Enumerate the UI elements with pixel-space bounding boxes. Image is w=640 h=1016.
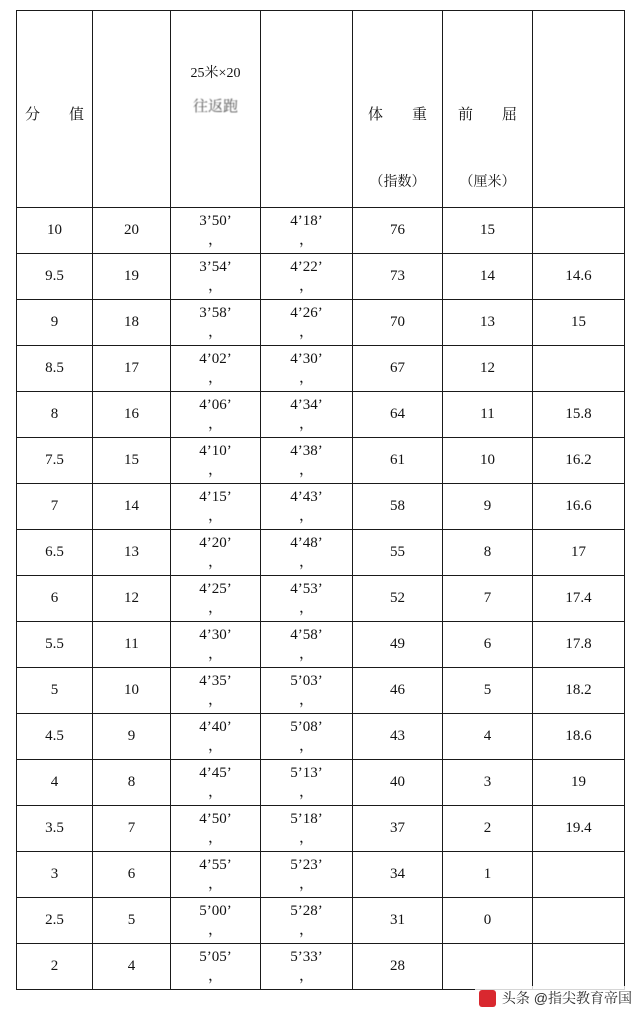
cell-bend: 14 xyxy=(443,254,533,300)
cell-weight: 73 xyxy=(353,254,443,300)
cell-run2-time-line1: 4’43’ xyxy=(290,488,323,505)
table-body xyxy=(17,208,625,990)
table-row xyxy=(17,484,625,530)
cell-run2-time-line1: 5’28’ xyxy=(290,902,323,919)
cell-run2-time xyxy=(261,898,353,944)
cell-run2-time-line1: 5’13’ xyxy=(290,764,323,781)
cell-run2-time-line1: 4’18’ xyxy=(290,212,323,229)
cell-run2-time xyxy=(261,760,353,806)
cell-score: 9 xyxy=(17,300,93,346)
cell-run2-time-line1: 4’22’ xyxy=(290,258,323,275)
cell-score: 2.5 xyxy=(17,898,93,944)
cell-bend: 3 xyxy=(443,760,533,806)
cell-extra xyxy=(533,346,625,392)
cell-score: 5 xyxy=(17,668,93,714)
cell-points: 18 xyxy=(93,300,171,346)
cell-shuttle-time xyxy=(171,346,261,392)
cell-extra: 15.8 xyxy=(533,392,625,438)
table-row xyxy=(17,530,625,576)
cell-shuttle-time-line1: 4’10’ xyxy=(199,442,232,459)
cell-shuttle-time-line1: 4’06’ xyxy=(199,396,232,413)
cell-shuttle-time-line1: 4’02’ xyxy=(199,350,232,367)
header-cell-extra xyxy=(533,11,625,208)
cell-extra: 18.6 xyxy=(533,714,625,760)
table-row xyxy=(17,576,625,622)
table-row xyxy=(17,622,625,668)
cell-run2-time-line2: ， xyxy=(298,415,314,432)
cell-extra xyxy=(533,852,625,898)
cell-shuttle-time-line1: 4’40’ xyxy=(199,718,232,735)
cell-weight: 61 xyxy=(353,438,443,484)
cell-weight: 40 xyxy=(353,760,443,806)
cell-weight: 37 xyxy=(353,806,443,852)
cell-score: 7 xyxy=(17,484,93,530)
cell-run2-time-line2: ， xyxy=(298,277,314,294)
cell-bend: 4 xyxy=(443,714,533,760)
cell-shuttle-time xyxy=(171,668,261,714)
cell-extra xyxy=(533,898,625,944)
cell-run2-time xyxy=(261,852,353,898)
cell-run2-time-line2: ， xyxy=(298,967,314,984)
cell-shuttle-time xyxy=(171,622,261,668)
cell-run2-time xyxy=(261,622,353,668)
cell-points: 10 xyxy=(93,668,171,714)
cell-run2-time xyxy=(261,208,353,254)
cell-weight: 52 xyxy=(353,576,443,622)
cell-shuttle-time-line2: ， xyxy=(207,369,223,386)
table-row xyxy=(17,392,625,438)
cell-shuttle-time-line1: 4’30’ xyxy=(199,626,232,643)
cell-shuttle-time-line1: 4’35’ xyxy=(199,672,232,689)
cell-run2-time-line2: ， xyxy=(298,369,314,386)
table-row xyxy=(17,208,625,254)
table-row xyxy=(17,438,625,484)
cell-run2-time xyxy=(261,714,353,760)
cell-run2-time xyxy=(261,254,353,300)
cell-shuttle-time xyxy=(171,484,261,530)
cell-extra xyxy=(533,944,625,990)
cell-bend: 9 xyxy=(443,484,533,530)
header-cell-run2 xyxy=(261,11,353,208)
cell-weight: 64 xyxy=(353,392,443,438)
cell-shuttle-time-line2: ， xyxy=(207,783,223,800)
cell-shuttle-time-line1: 4’55’ xyxy=(199,856,232,873)
cell-shuttle-time-line1: 3’54’ xyxy=(199,258,232,275)
cell-run2-time-line2: ， xyxy=(298,507,314,524)
cell-run2-time-line1: 4’34’ xyxy=(290,396,323,413)
table-row xyxy=(17,898,625,944)
cell-score: 2 xyxy=(17,944,93,990)
cell-shuttle-time-line1: 4’50’ xyxy=(199,810,232,827)
cell-points: 14 xyxy=(93,484,171,530)
header-weight-label: 体 重 xyxy=(367,107,434,123)
cell-weight: 58 xyxy=(353,484,443,530)
cell-weight: 43 xyxy=(353,714,443,760)
cell-run2-time xyxy=(261,392,353,438)
cell-run2-time-line2: ， xyxy=(298,231,314,248)
table-row xyxy=(17,852,625,898)
header-bend-label: 前 屈 xyxy=(457,107,524,123)
cell-shuttle-time-line1: 3’58’ xyxy=(199,304,232,321)
cell-bend: 15 xyxy=(443,208,533,254)
cell-weight: 49 xyxy=(353,622,443,668)
cell-extra: 14.6 xyxy=(533,254,625,300)
table-row xyxy=(17,760,625,806)
cell-run2-time-line1: 4’48’ xyxy=(290,534,323,551)
cell-shuttle-time-line2: ， xyxy=(207,231,223,248)
header-score-label: 分 值 xyxy=(24,107,91,123)
cell-score: 5.5 xyxy=(17,622,93,668)
cell-points: 15 xyxy=(93,438,171,484)
cell-shuttle-time xyxy=(171,392,261,438)
cell-shuttle-time-line2: ， xyxy=(207,737,223,754)
watermark xyxy=(475,986,636,1010)
cell-shuttle-time-line2: ， xyxy=(207,875,223,892)
cell-score: 6.5 xyxy=(17,530,93,576)
cell-score: 6 xyxy=(17,576,93,622)
header-cell-weight xyxy=(353,11,443,208)
cell-shuttle-time-line2: ， xyxy=(207,553,223,570)
cell-shuttle-time-line2: ， xyxy=(207,415,223,432)
cell-run2-time-line1: 4’30’ xyxy=(290,350,323,367)
cell-score: 8.5 xyxy=(17,346,93,392)
cell-bend: 12 xyxy=(443,346,533,392)
cell-shuttle-time-line2: ， xyxy=(207,921,223,938)
cell-weight: 76 xyxy=(353,208,443,254)
cell-bend: 1 xyxy=(443,852,533,898)
cell-run2-time xyxy=(261,530,353,576)
cell-shuttle-time xyxy=(171,438,261,484)
cell-shuttle-time-line2: ， xyxy=(207,691,223,708)
cell-run2-time-line2: ， xyxy=(298,829,314,846)
cell-bend: 5 xyxy=(443,668,533,714)
cell-shuttle-time-line2: ， xyxy=(207,599,223,616)
cell-run2-time-line1: 5’03’ xyxy=(290,672,323,689)
cell-points: 12 xyxy=(93,576,171,622)
cell-weight: 31 xyxy=(353,898,443,944)
cell-run2-time-line1: 5’08’ xyxy=(290,718,323,735)
cell-run2-time-line1: 4’26’ xyxy=(290,304,323,321)
cell-shuttle-time xyxy=(171,530,261,576)
header-cell-shuttle-run xyxy=(171,11,261,208)
cell-run2-time-line1: 5’33’ xyxy=(290,948,323,965)
cell-bend: 6 xyxy=(443,622,533,668)
cell-shuttle-time-line1: 5’05’ xyxy=(199,948,232,965)
cell-extra: 16.2 xyxy=(533,438,625,484)
cell-points: 8 xyxy=(93,760,171,806)
cell-shuttle-time-line2: ， xyxy=(207,277,223,294)
cell-run2-time-line2: ， xyxy=(298,323,314,340)
cell-shuttle-time xyxy=(171,760,261,806)
cell-run2-time xyxy=(261,806,353,852)
cell-extra: 17.8 xyxy=(533,622,625,668)
header-cell-points xyxy=(93,11,171,208)
cell-score: 3 xyxy=(17,852,93,898)
header-shuttle-mid: 往返跑 xyxy=(192,99,238,115)
cell-points: 4 xyxy=(93,944,171,990)
cell-score: 7.5 xyxy=(17,438,93,484)
cell-score: 10 xyxy=(17,208,93,254)
cell-extra: 17 xyxy=(533,530,625,576)
cell-bend: 0 xyxy=(443,898,533,944)
cell-bend: 10 xyxy=(443,438,533,484)
cell-bend xyxy=(443,944,533,990)
cell-score: 3.5 xyxy=(17,806,93,852)
cell-run2-time-line1: 5’18’ xyxy=(290,810,323,827)
cell-weight: 67 xyxy=(353,346,443,392)
cell-run2-time xyxy=(261,346,353,392)
cell-weight: 34 xyxy=(353,852,443,898)
header-cell-score xyxy=(17,11,93,208)
cell-shuttle-time xyxy=(171,714,261,760)
cell-weight: 28 xyxy=(353,944,443,990)
cell-bend: 8 xyxy=(443,530,533,576)
cell-points: 7 xyxy=(93,806,171,852)
cell-points: 20 xyxy=(93,208,171,254)
header-row xyxy=(17,11,625,208)
cell-points: 11 xyxy=(93,622,171,668)
cell-weight: 55 xyxy=(353,530,443,576)
cell-run2-time xyxy=(261,300,353,346)
header-bend-unit: （厘米） xyxy=(459,175,516,190)
table-row xyxy=(17,300,625,346)
cell-extra: 17.4 xyxy=(533,576,625,622)
header-cell-bend xyxy=(443,11,533,208)
toutiao-logo-icon xyxy=(479,990,496,1007)
cell-weight: 70 xyxy=(353,300,443,346)
cell-shuttle-time xyxy=(171,254,261,300)
cell-run2-time-line2: ， xyxy=(298,691,314,708)
cell-shuttle-time-line1: 5’00’ xyxy=(199,902,232,919)
cell-shuttle-time-line2: ， xyxy=(207,323,223,340)
cell-points: 6 xyxy=(93,852,171,898)
score-table xyxy=(16,10,625,990)
cell-bend: 13 xyxy=(443,300,533,346)
cell-run2-time-line1: 4’58’ xyxy=(290,626,323,643)
cell-extra: 15 xyxy=(533,300,625,346)
cell-shuttle-time xyxy=(171,300,261,346)
header-shuttle-top: 25米×20 xyxy=(190,66,241,81)
table-row xyxy=(17,944,625,990)
table-header xyxy=(17,11,625,208)
cell-score: 9.5 xyxy=(17,254,93,300)
cell-score: 4.5 xyxy=(17,714,93,760)
cell-shuttle-time-line1: 4’20’ xyxy=(199,534,232,551)
cell-bend: 11 xyxy=(443,392,533,438)
table-row xyxy=(17,254,625,300)
cell-points: 9 xyxy=(93,714,171,760)
cell-shuttle-time xyxy=(171,944,261,990)
cell-run2-time-line1: 5’23’ xyxy=(290,856,323,873)
cell-points: 17 xyxy=(93,346,171,392)
cell-run2-time-line2: ， xyxy=(298,553,314,570)
cell-shuttle-time xyxy=(171,852,261,898)
table-row xyxy=(17,806,625,852)
cell-run2-time-line2: ， xyxy=(298,599,314,616)
cell-score: 4 xyxy=(17,760,93,806)
header-weight-unit: （指数） xyxy=(369,175,426,190)
cell-score: 8 xyxy=(17,392,93,438)
cell-shuttle-time-line2: ， xyxy=(207,967,223,984)
cell-shuttle-time xyxy=(171,806,261,852)
cell-shuttle-time-line2: ， xyxy=(207,829,223,846)
cell-run2-time-line2: ， xyxy=(298,737,314,754)
cell-shuttle-time-line2: ， xyxy=(207,507,223,524)
cell-run2-time-line1: 4’38’ xyxy=(290,442,323,459)
document-sheet xyxy=(16,10,624,1010)
cell-run2-time-line2: ， xyxy=(298,461,314,478)
cell-points: 16 xyxy=(93,392,171,438)
cell-run2-time xyxy=(261,944,353,990)
watermark-text: 头条 @指尖教育帝国 xyxy=(501,990,632,1006)
cell-points: 13 xyxy=(93,530,171,576)
cell-shuttle-time-line1: 3’50’ xyxy=(199,212,232,229)
cell-run2-time-line1: 4’53’ xyxy=(290,580,323,597)
cell-shuttle-time-line2: ， xyxy=(207,645,223,662)
cell-extra: 18.2 xyxy=(533,668,625,714)
table-row xyxy=(17,714,625,760)
cell-extra: 19 xyxy=(533,760,625,806)
cell-points: 19 xyxy=(93,254,171,300)
cell-extra xyxy=(533,208,625,254)
cell-run2-time xyxy=(261,576,353,622)
cell-shuttle-time-line1: 4’45’ xyxy=(199,764,232,781)
cell-run2-time-line2: ， xyxy=(298,783,314,800)
table-row xyxy=(17,668,625,714)
cell-run2-time xyxy=(261,484,353,530)
cell-shuttle-time-line2: ， xyxy=(207,461,223,478)
cell-bend: 7 xyxy=(443,576,533,622)
cell-weight: 46 xyxy=(353,668,443,714)
cell-extra: 16.6 xyxy=(533,484,625,530)
cell-run2-time xyxy=(261,438,353,484)
cell-bend: 2 xyxy=(443,806,533,852)
cell-points: 5 xyxy=(93,898,171,944)
cell-run2-time xyxy=(261,668,353,714)
cell-shuttle-time xyxy=(171,576,261,622)
cell-shuttle-time xyxy=(171,898,261,944)
cell-run2-time-line2: ， xyxy=(298,645,314,662)
cell-shuttle-time-line1: 4’15’ xyxy=(199,488,232,505)
cell-shuttle-time xyxy=(171,208,261,254)
table-row xyxy=(17,346,625,392)
cell-run2-time-line2: ， xyxy=(298,921,314,938)
cell-extra: 19.4 xyxy=(533,806,625,852)
cell-shuttle-time-line1: 4’25’ xyxy=(199,580,232,597)
cell-run2-time-line2: ， xyxy=(298,875,314,892)
